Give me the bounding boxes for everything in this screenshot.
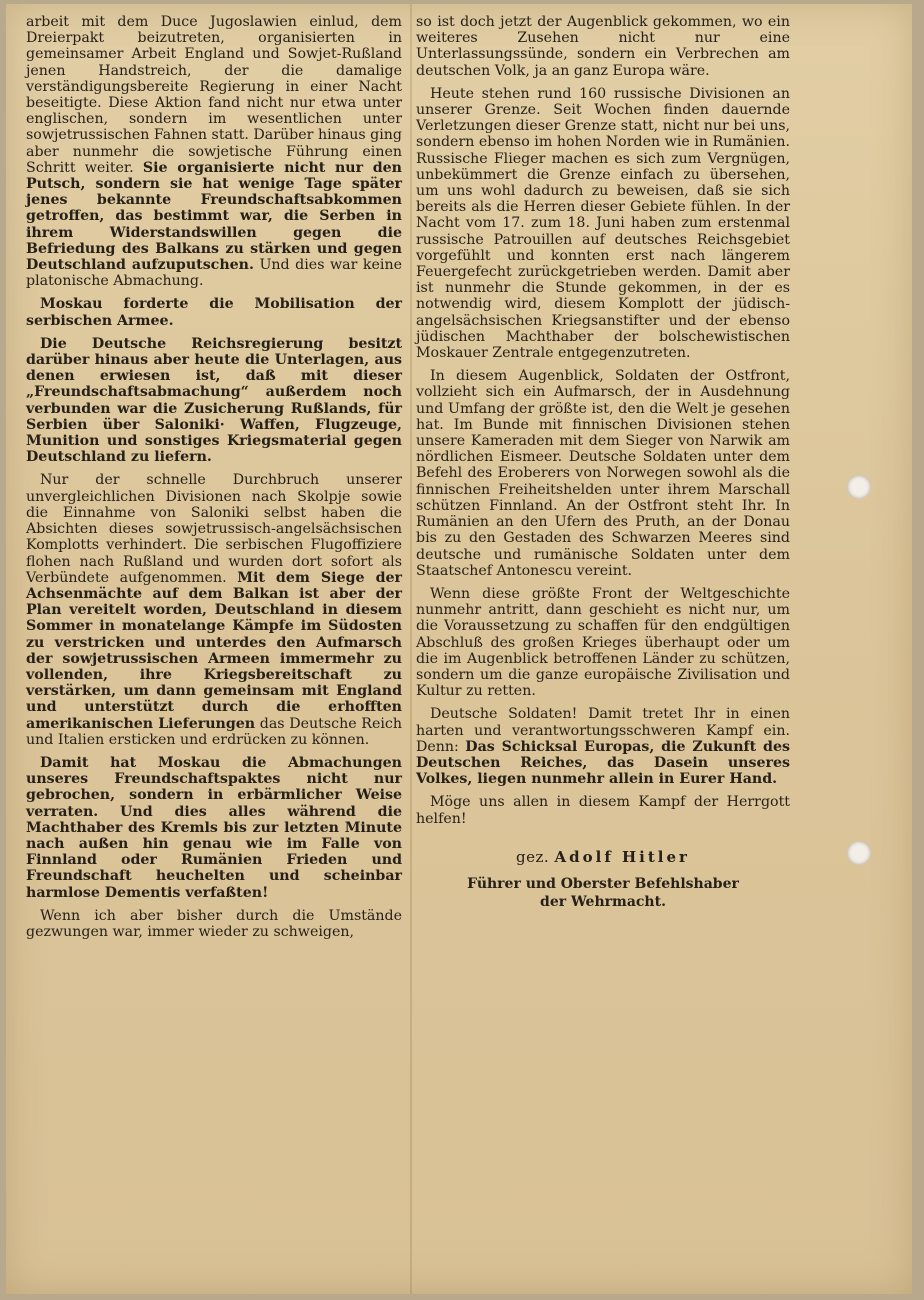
bold-text-run: Sie organisierte nicht nur den Putsch, sondern sie hat wenige Tage später jenes bekannte Freundschaftsabkommen getroffen, das bestimmt war, die Serben in ihrem Widerstandswillen gegen die Befriedung des Balkans zu stärken und gegen Deutschland aufzuputschen. <box>26 159 403 274</box>
text-run: Wenn diese größte Front der Weltgeschichte nunmehr antritt, dann geschieht es nicht nur, um die Voraussetzung zu schaffen für den endgültigen Abschluß des großen Krieges überhaupt oder um die im Augenblick betroffenen Länder zu schützen, sondern um die ganze europäische Zivilisation und Kultur zu retten. <box>416 585 790 700</box>
text-run: das Deutsche Reich und Italien ersticken und erdrücken zu können. <box>26 715 402 748</box>
right-column <box>416 14 790 918</box>
signature-name: Adolf Hitler <box>554 847 690 866</box>
bold-text-run: Das Schicksal Europas, die Zukunft des Deutschen Reiches, das Dasein unseres Volkes, liegen nunmehr allein in Eurer Hand. <box>416 738 790 788</box>
bold-text-run: Die Deutsche Reichsregierung besitzt darüber hinaus aber heute die Unterlagen, aus denen erwiesen ist, daß mit dieser „Freundschaftsabmachung“ außerdem noch verbunden war die Zusicherung Rußlands, für Serbien über Saloniki· Waffen, Flugzeuge, Munition und sonstiges Kriegsmaterial gegen Deutschland zu liefern. <box>26 335 402 466</box>
signatory-title <box>416 875 790 911</box>
text-run: Deutsche Soldaten! Damit tretet Ihr in einen harten und verantwortungsschweren Kampf ein. Denn: <box>416 706 790 755</box>
paragraph <box>26 14 402 289</box>
text-run: Und dies war keine platonische Abmachung. <box>26 257 402 290</box>
paragraph <box>26 296 402 328</box>
title-line: Führer und Oberster Befehlshaber <box>467 875 739 892</box>
punch-hole-top <box>847 475 871 499</box>
title-line: der Wehrmacht. <box>540 893 666 910</box>
signature-prefix: gez. <box>516 847 550 866</box>
paragraph <box>26 472 402 747</box>
paragraph <box>416 706 790 787</box>
bold-text-run: Mit dem Siege der Achsenmächte auf dem Balkan ist aber der Plan vereitelt worden, Deutschland in diesem Sommer in monatelange Kämpfe im Südosten zu verstricken und unterdes den Aufmarsch der sowjetrussischen Armeen immermehr zu vollenden, ihre Kriegsbereitschaft zu verstärken, um dann gemeinsam mit England und unterstützt durch die erhofften amerikanischen Lieferungen <box>26 569 402 732</box>
document-page <box>6 4 912 1294</box>
bold-text-run: Damit hat Moskau die Abmachungen unseres Freundschaftspaktes nicht nur gebrochen, sondern in erbärmlicher Weise verraten. Und dies alles während die Machthaber des Kremls bis zur letzten Minute nach außen hin genau wie im Falle von Finnland oder Rumänien Frieden und Freundschaft heuchelten und scheinbar harmlose Dementis verfaßten! <box>26 754 402 901</box>
paragraph <box>26 336 402 466</box>
paragraph: so ist doch jetzt der Augenblick gekommen, wo ein weiteres Zusehen nicht nur eine Unterlassungssünde, sondern ein Verbrechen am deutschen Volk, ja an ganz Europa wäre. <box>416 14 790 79</box>
punch-hole-bottom <box>847 841 871 865</box>
text-run: Nur der schnelle Durchbruch unserer unvergleichlichen Divisionen nach Skolpje sowie die Einnahme von Saloniki selbst haben die Absichten dieses sowjetrussisch-angelsächsischen Komplotts verhindert. Die serbischen Flugoffiziere flohen nach Rußland und wurden dort sofort als Verbündete aufgenommen. <box>26 472 402 586</box>
paragraph <box>26 755 402 901</box>
paragraph: Möge uns allen in diesem Kampf der Herrgott helfen! <box>416 794 790 827</box>
paragraph <box>416 586 790 699</box>
paragraph: In diesem Augenblick, Soldaten der Ostfront, vollzieht sich ein Aufmarsch, der in Ausdehnung und Umfang der größte ist, den die Welt je gesehen hat. Im Bunde mit finnischen Divisionen stehen unsere Kameraden mit dem Sieger von Narwik am nördlichen Eismeer. Deutsche Soldaten unter dem Befehl des Eroberers von Norwegen sowohl als die finnischen Freiheitshelden unter ihrem Marschall schützen Finnland. An der Ostfront steht Ihr. In Rumänien an den Ufern des Pruth, an der Donau bis zu den Gestaden des Schwarzen Meeres sind deutsche und rumänische Soldaten unter dem Staatschef Antonescu vereint. <box>416 368 790 579</box>
text-run: Wenn ich aber bisher durch die Umstände gezwungen war, immer wieder zu schweigen, <box>26 907 402 940</box>
paragraph: Heute stehen rund 160 russische Divisionen an unserer Grenze. Seit Wochen finden dauernde Verletzungen dieser Grenze statt, nicht nur bei uns, sondern ebenso im hohen Norden wie in Rumänien. Russische Flieger machen es sich zum Vergnügen, unbekümmert die Grenze einfach zu übersehen, um uns wohl dadurch zu beweisen, daß sie sich bereits als die Herren dieser Gebiete fühlen. In der Nacht vom 17. zum 18. Juni haben zum erstenmal russische Patrouillen auf deutsches Reichsgebiet vorgefühlt und konnten erst nach längerem Feuergefecht zurückgetrieben werden. Damit aber ist nunmehr die Stunde gekommen, in der es notwendig wird, diesem Komplott der jüdisch-angelsächsischen Kriegsanstifter und der ebenso jüdischen Machthaber der bolschewistischen Moskauer Zentrale entgegenzutreten. <box>416 85 790 362</box>
signature <box>416 849 790 865</box>
bold-text-run: Moskau forderte die Mobilisation der serbischen Armee. <box>26 296 402 329</box>
paragraph <box>26 908 402 940</box>
text-run: arbeit mit dem Duce Jugoslawien einlud, dem Dreierpakt beizutreten, organisierten in gemeinsamer Arbeit England und Sowjet-Rußland jenen Handstreich, der die damalige verständigungsbereite Regierung in einer Nacht beseitigte. Diese Aktion fand nicht nur etwa unter englischen, sondern im wesentlichen unter sowjetrussischen Fahnen statt. Darüber hinaus ging aber nunmehr die sowjetische Führung einen Schritt weiter. <box>26 14 402 176</box>
page-fold <box>410 4 412 1294</box>
left-column <box>26 14 402 947</box>
